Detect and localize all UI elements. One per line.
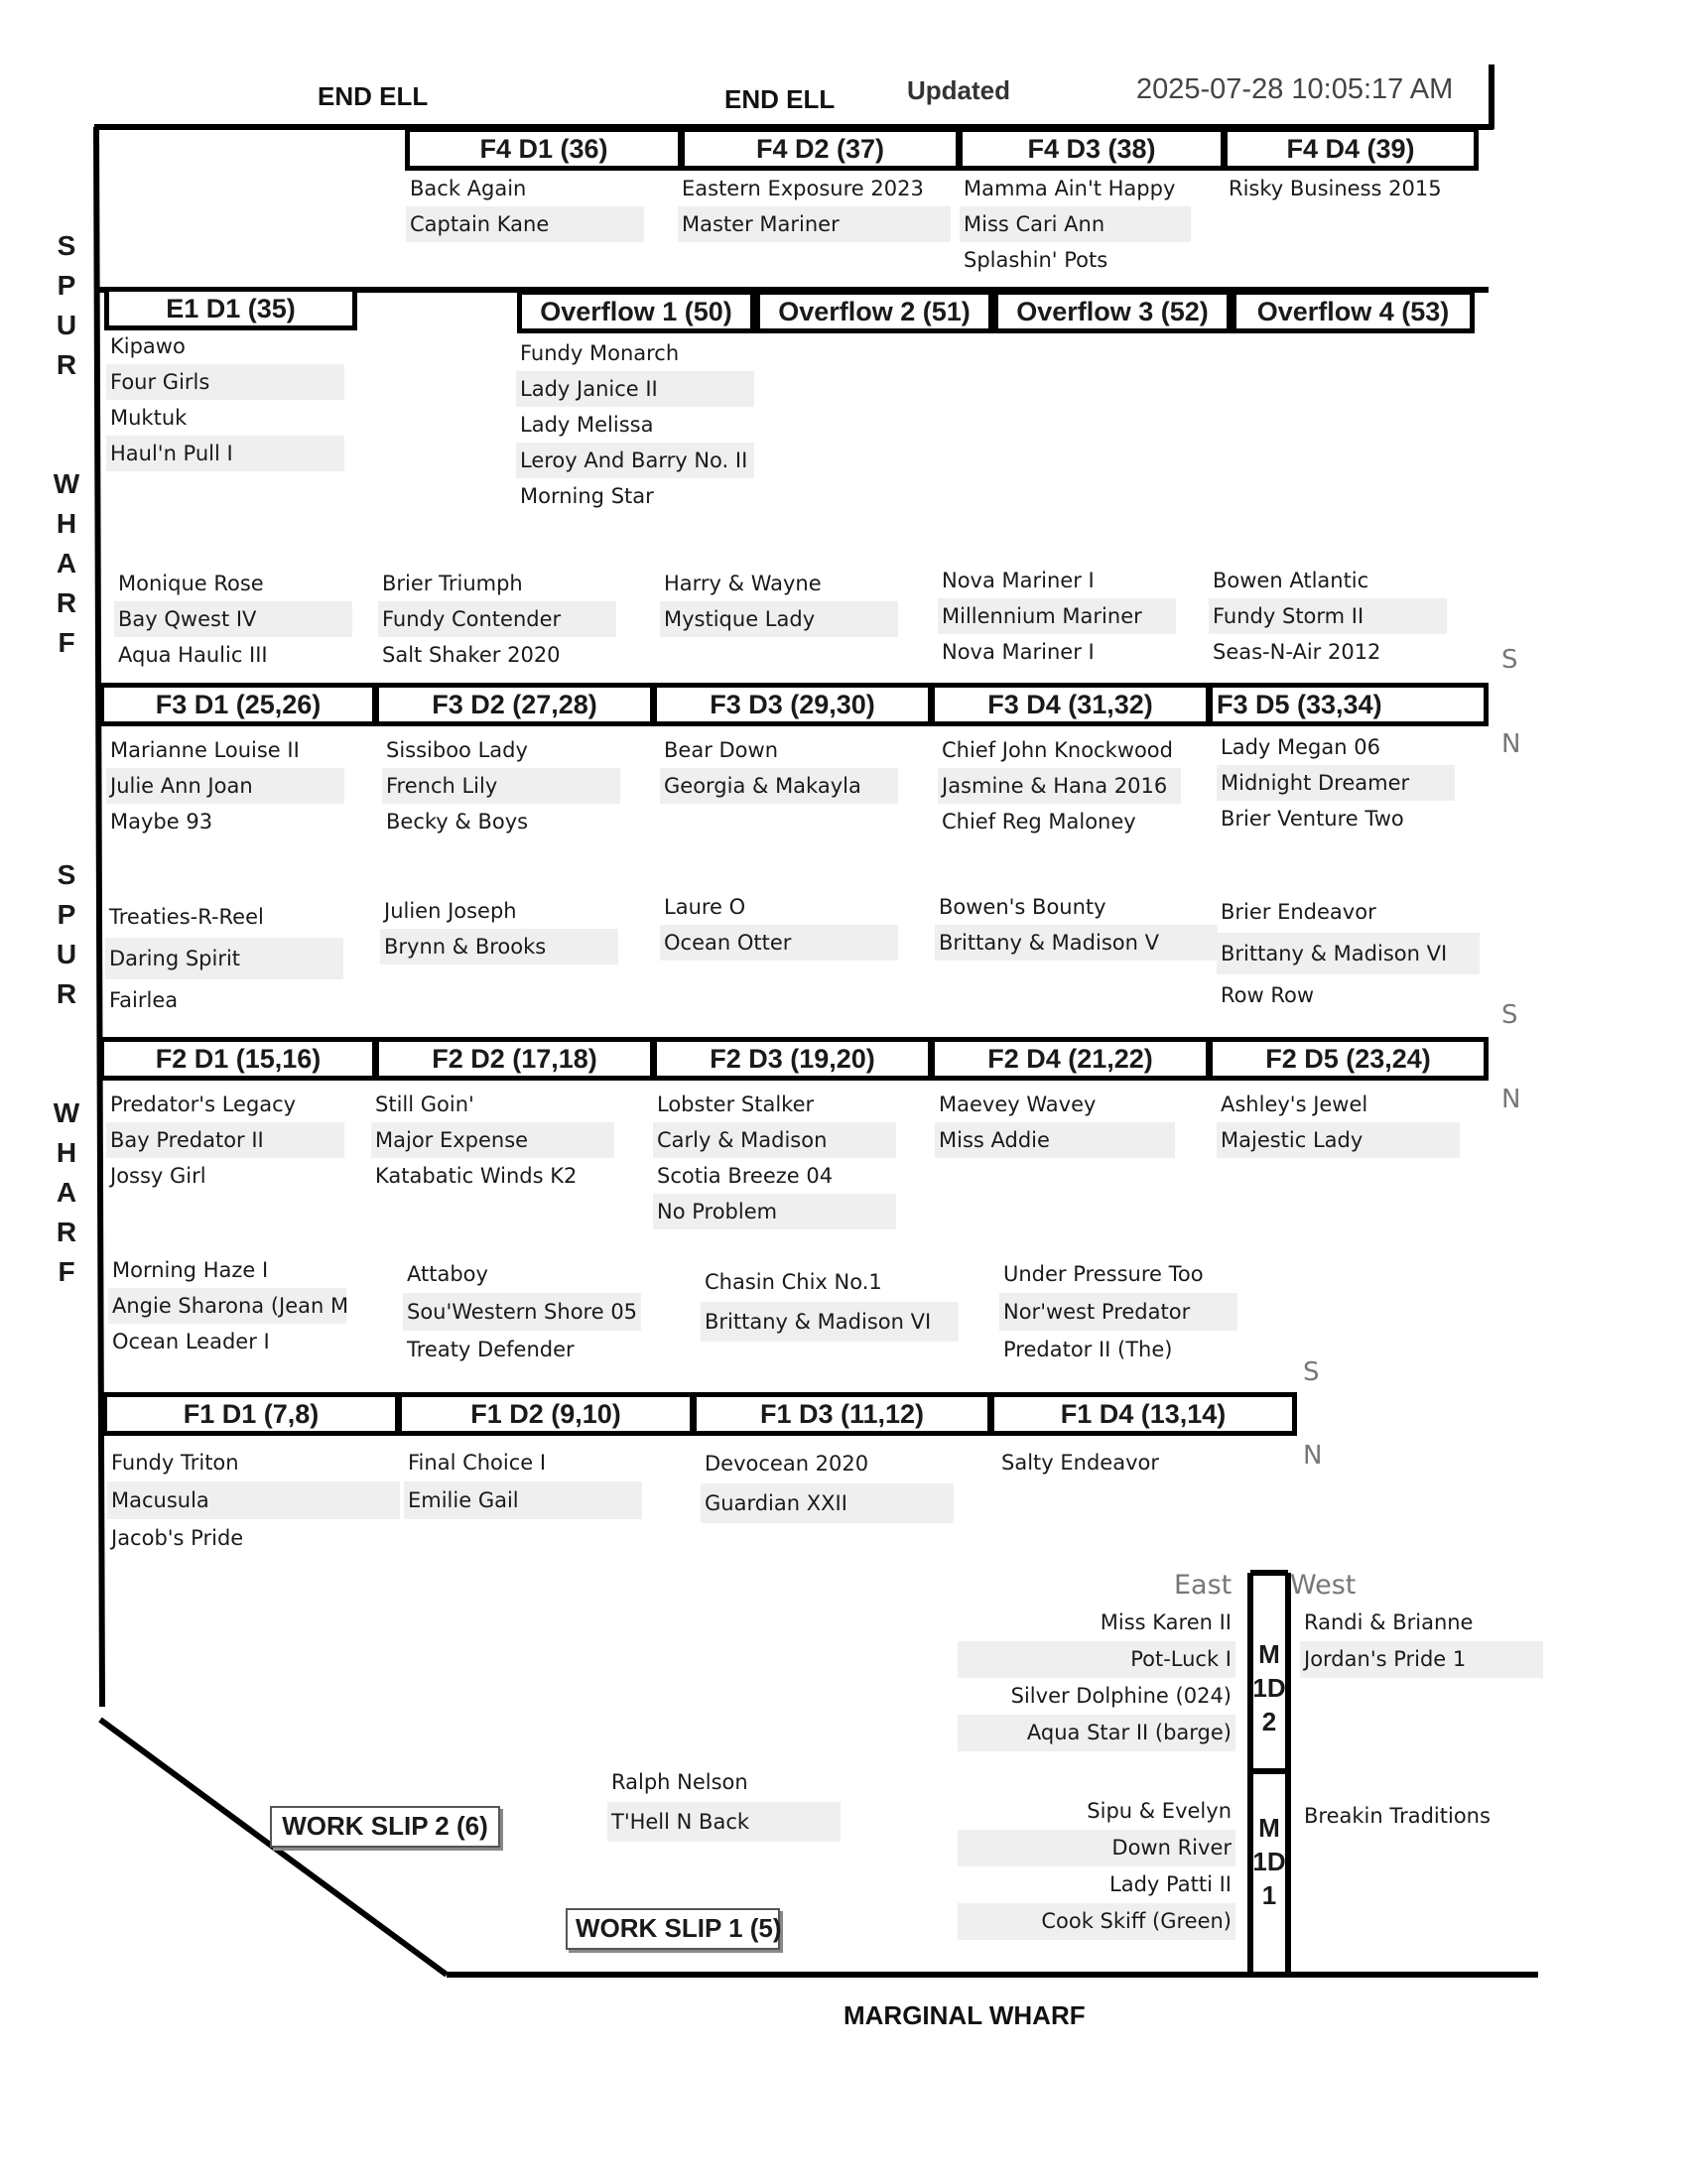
boat-slot[interactable]: Midnight Dreamer [1217, 765, 1455, 801]
boat-slot[interactable]: Splashin' Pots [964, 248, 1108, 272]
boat-slot[interactable]: Harry & Wayne [664, 572, 822, 595]
boat-slot[interactable]: Emilie Gail [404, 1481, 642, 1519]
boat-slot[interactable]: Bay Qwest IV [114, 601, 352, 637]
boat-slot[interactable]: Final Choice I [408, 1451, 547, 1475]
boat-slot[interactable]: Risky Business 2015 [1229, 177, 1442, 200]
f4-d4-boats [1225, 171, 1463, 206]
f2-d2-south-boats [371, 1087, 614, 1194]
dock-f3-d2[interactable]: F3 D2 (27,28) [374, 683, 655, 726]
compass-north-f2: N [1501, 1085, 1521, 1114]
boat-slot[interactable]: Master Mariner [678, 206, 951, 242]
boat-slot[interactable]: Angie Sharona (Jean M [108, 1288, 346, 1324]
boat-slot[interactable]: Down River [958, 1830, 1235, 1866]
dock-f3-d4[interactable]: F3 D4 (31,32) [930, 683, 1211, 726]
f2-d3-south-boats [653, 1087, 896, 1229]
boat-slot[interactable]: Attaboy [407, 1262, 488, 1286]
boat-slot[interactable]: No Problem [653, 1194, 896, 1229]
dock-f1-d2[interactable]: F1 D2 (9,10) [397, 1392, 695, 1436]
f3-d4-south-boats [938, 732, 1181, 839]
f3-d2-south-boats [382, 732, 620, 839]
boat-slot[interactable]: Aqua Haulic III [118, 643, 268, 667]
boat-slot[interactable]: Ashley's Jewel [1221, 1092, 1368, 1116]
boat-slot[interactable]: Salty Endeavor [1001, 1451, 1159, 1475]
f1-d3-south-boats [701, 1444, 954, 1523]
f3-d4-north-boats [938, 563, 1176, 670]
m1-d1-west-boats [1300, 1798, 1543, 1835]
boat-slot[interactable]: Jordan's Pride 1 [1300, 1641, 1543, 1678]
boat-slot[interactable]: Bay Predator II [106, 1122, 344, 1158]
dock-f1-d1[interactable]: F1 D1 (7,8) [102, 1392, 400, 1436]
f2-d5-south-boats [1217, 1087, 1460, 1158]
boat-slot[interactable]: Ocean Otter [660, 925, 898, 961]
boat-slot[interactable]: Becky & Boys [386, 810, 529, 834]
boat-slot[interactable]: Muktuk [110, 406, 188, 430]
f4-d1-boats [406, 171, 644, 242]
f3-d3-north-boats [660, 566, 898, 637]
marginal-wharf-label: MARGINAL WHARF [844, 2000, 1086, 2030]
dock-overflow-1[interactable]: Overflow 1 (50) [517, 290, 755, 333]
boat-slot[interactable]: Seas-N-Air 2012 [1213, 640, 1381, 664]
work-slip-1[interactable]: WORK SLIP 1 (5) [566, 1908, 780, 1950]
m1-d2-west-boats [1300, 1605, 1543, 1678]
boat-slot[interactable]: Carly & Madison [653, 1122, 896, 1158]
dock-f4-d1[interactable]: F4 D1 (36) [405, 127, 683, 171]
m1-d2-east-boats [958, 1605, 1235, 1751]
west-label: West [1290, 1570, 1357, 1601]
dock-f2-d1[interactable]: F2 D1 (15,16) [99, 1037, 377, 1081]
boat-slot[interactable]: Brier Venture Two [1221, 807, 1404, 831]
dock-overflow-4[interactable]: Overflow 4 (53) [1232, 290, 1475, 333]
boat-slot[interactable]: Scotia Breeze 04 [657, 1164, 834, 1188]
f1-d4-south-boats [997, 1444, 1235, 1481]
dock-e1-d1[interactable]: E1 D1 (35) [104, 287, 357, 330]
boat-slot[interactable]: Devocean 2020 [705, 1452, 869, 1476]
dock-f1-d3[interactable]: F1 D3 (11,12) [692, 1392, 992, 1436]
boat-slot[interactable]: Lady Megan 06 [1221, 735, 1380, 759]
boat-slot[interactable]: Nor'west Predator [999, 1293, 1237, 1331]
f3-d1-north-boats [114, 566, 352, 673]
boat-slot[interactable]: Lobster Stalker [657, 1092, 815, 1116]
boat-slot[interactable]: Mystique Lady [660, 601, 898, 637]
f3-d2-north-boats [378, 566, 616, 673]
dock-f1-d4[interactable]: F1 D4 (13,14) [989, 1392, 1297, 1436]
f4-d3-boats [960, 171, 1191, 278]
f1-d3-north-boats [701, 1262, 959, 1342]
boat-slot[interactable]: Bear Down [664, 738, 779, 762]
spur-wharf-line [96, 127, 102, 1707]
boat-slot[interactable]: Eastern Exposure 2023 [682, 177, 924, 200]
f2-d2-north-boats [380, 893, 618, 964]
boat-slot[interactable]: Fundy Monarch [520, 341, 680, 365]
boat-slot[interactable]: Treaty Defender [407, 1338, 575, 1361]
boat-slot[interactable]: Fundy Contender [378, 601, 616, 637]
boat-slot[interactable]: Maevey Wavey [939, 1092, 1097, 1116]
boat-slot[interactable]: Fundy Storm II [1209, 598, 1447, 634]
boat-slot[interactable]: Ralph Nelson [611, 1770, 748, 1794]
dock-f4-d4[interactable]: F4 D4 (39) [1223, 127, 1479, 171]
boat-slot[interactable]: Jasmine & Hana 2016 [938, 768, 1181, 804]
boat-slot[interactable]: Macusula [107, 1481, 400, 1519]
boat-slot[interactable]: Brittany & Madison VI [701, 1302, 959, 1342]
boat-slot[interactable]: Bowen's Bounty [939, 895, 1106, 919]
boat-slot[interactable]: Still Goin' [375, 1092, 474, 1116]
f1-d2-north-boats [403, 1255, 641, 1368]
f2-d1-north-boats [105, 896, 343, 1021]
boat-slot[interactable]: Fairlea [109, 988, 179, 1012]
boat-slot[interactable]: Bowen Atlantic [1213, 569, 1369, 592]
boat-slot[interactable]: Predator II (The) [1003, 1338, 1173, 1361]
boat-slot[interactable]: Brier Triumph [382, 572, 523, 595]
dock-overflow-3[interactable]: Overflow 3 (52) [993, 290, 1232, 333]
boat-slot[interactable]: Julie Ann Joan [106, 768, 344, 804]
boat-slot[interactable]: Mamma Ain't Happy [964, 177, 1176, 200]
east-label: East [1174, 1570, 1233, 1601]
boat-slot[interactable]: Brittany & Madison VI [1217, 933, 1480, 974]
boat-slot[interactable]: Sou'Western Shore 05 [403, 1293, 641, 1331]
boat-slot[interactable]: Brier Endeavor [1221, 900, 1376, 924]
boat-slot[interactable]: Majestic Lady [1217, 1122, 1460, 1158]
boat-slot[interactable]: Miss Cari Ann [960, 206, 1191, 242]
boat-slot[interactable]: Maybe 93 [110, 810, 213, 834]
boat-slot[interactable]: Row Row [1221, 983, 1315, 1007]
boat-slot[interactable]: Katabatic Winds K2 [375, 1164, 578, 1188]
boat-slot[interactable]: Haul'n Pull I [106, 436, 344, 471]
dock-f4-d2[interactable]: F4 D2 (37) [680, 127, 961, 171]
f1-d1-north-boats [108, 1252, 349, 1359]
boat-slot[interactable]: Lady Patti II [1109, 1872, 1232, 1896]
dock-f2-d3[interactable]: F2 D3 (19,20) [652, 1037, 933, 1081]
updated-label: Updated [907, 75, 1010, 105]
f2-d4-north-boats [935, 889, 1218, 961]
boat-slot[interactable]: Sipu & Evelyn [1087, 1799, 1232, 1823]
compass-north-f1: N [1303, 1441, 1323, 1471]
boat-slot[interactable]: Jacob's Pride [111, 1526, 244, 1550]
boat-slot[interactable]: Aqua Star II (barge) [958, 1715, 1235, 1751]
boat-slot[interactable]: Laure O [664, 895, 746, 919]
f4-d2-boats [678, 171, 951, 242]
boat-slot[interactable]: Jossy Girl [110, 1164, 206, 1188]
boat-slot[interactable]: Chief Reg Maloney [942, 810, 1136, 834]
dock-m1-d2[interactable]: M 1D 2 [1252, 1639, 1286, 1736]
boat-slot[interactable]: Ocean Leader I [112, 1330, 270, 1353]
boat-slot[interactable]: Captain Kane [406, 206, 644, 242]
boat-slot[interactable]: T'Hell N Back [607, 1802, 841, 1842]
boat-slot[interactable]: Miss Addie [935, 1122, 1175, 1158]
work-slip-2[interactable]: WORK SLIP 2 (6) [270, 1806, 500, 1848]
spur-wharf-lower-label: S P U R W H A R F [53, 859, 80, 1287]
boat-slot[interactable]: Randi & Brianne [1304, 1610, 1474, 1634]
f3-d1-south-boats [106, 732, 344, 839]
boat-slot[interactable]: Leroy And Barry No. II [516, 443, 754, 478]
boat-slot[interactable]: Breakin Traditions [1304, 1804, 1491, 1828]
boat-slot[interactable]: Silver Dolphine (024) [1010, 1684, 1232, 1708]
overflow-boats [516, 335, 754, 514]
boat-slot[interactable]: Morning Star [520, 484, 654, 508]
boat-slot[interactable]: Lady Melissa [520, 413, 654, 437]
boat-slot[interactable]: Treaties-R-Reel [109, 905, 264, 929]
work-slip-boats [607, 1762, 841, 1842]
dock-f2-d5[interactable]: F2 D5 (23,24) [1208, 1037, 1489, 1081]
boat-slot[interactable]: Kipawo [110, 334, 186, 358]
f2-d3-north-boats [660, 889, 898, 961]
f3-d5-south-boats [1217, 729, 1455, 836]
m1-d1-east-boats [958, 1793, 1235, 1940]
f3-d3-south-boats [660, 732, 898, 804]
boat-slot[interactable]: Monique Rose [118, 572, 264, 595]
boat-slot[interactable]: Lady Janice II [516, 371, 754, 407]
boat-slot[interactable]: Brynn & Brooks [380, 929, 618, 964]
end-ell-left-label: END ELL [318, 81, 429, 111]
dock-f2-d2[interactable]: F2 D2 (17,18) [374, 1037, 655, 1081]
f1-d2-south-boats [404, 1444, 642, 1519]
dock-f4-d3[interactable]: F4 D3 (38) [958, 127, 1226, 171]
dock-f3-d3[interactable]: F3 D3 (29,30) [652, 683, 933, 726]
boat-slot[interactable]: Under Pressure Too [1003, 1262, 1204, 1286]
boat-slot[interactable]: Julien Joseph [384, 899, 517, 923]
boat-slot[interactable]: Four Girls [106, 364, 344, 400]
dock-f3-d1[interactable]: F3 D1 (25,26) [99, 683, 377, 726]
boat-slot[interactable]: Cook Skiff (Green) [958, 1903, 1235, 1940]
boat-slot[interactable]: Sissiboo Lady [386, 738, 528, 762]
dock-f3-d5[interactable]: F3 D5 (33,34) [1208, 683, 1489, 726]
boat-slot[interactable]: Chief John Knockwood [942, 738, 1173, 762]
e1-d1-boats [106, 328, 344, 471]
boat-slot[interactable]: Millennium Mariner [938, 598, 1176, 634]
boat-slot[interactable]: Fundy Triton [111, 1451, 239, 1475]
boat-slot[interactable]: Marianne Louise II [110, 738, 300, 762]
f1-d1-south-boats [107, 1444, 400, 1557]
boat-slot[interactable]: Salt Shaker 2020 [382, 643, 561, 667]
boat-slot[interactable]: Miss Karen II [1100, 1610, 1232, 1634]
f1-d4-north-boats [999, 1255, 1237, 1368]
dock-overflow-2[interactable]: Overflow 2 (51) [755, 290, 993, 333]
boat-slot[interactable]: Back Again [410, 177, 527, 200]
dock-f2-d4[interactable]: F2 D4 (21,22) [930, 1037, 1211, 1081]
boat-slot[interactable]: Major Expense [371, 1122, 614, 1158]
boat-slot[interactable]: Pot-Luck I [958, 1641, 1235, 1678]
f2-d5-north-boats [1217, 891, 1480, 1016]
updated-timestamp: 2025-07-28 10:05:17 AM [1136, 73, 1454, 105]
boat-slot[interactable]: Morning Haze I [112, 1258, 269, 1282]
compass-south-f3: S [1501, 645, 1518, 675]
boat-slot[interactable]: Nova Mariner I [942, 569, 1095, 592]
spur-wharf-upper-label: S P U R W H A R F [53, 230, 80, 658]
boat-slot[interactable]: Daring Spirit [105, 938, 343, 979]
compass-north-f3: N [1501, 729, 1521, 759]
boat-slot[interactable]: French Lily [382, 768, 620, 804]
boat-slot[interactable]: Predator's Legacy [110, 1092, 297, 1116]
boat-slot[interactable]: Guardian XXII [701, 1483, 954, 1523]
boat-slot[interactable]: Chasin Chix No.1 [705, 1270, 882, 1294]
boat-slot[interactable]: Brittany & Madison V [935, 925, 1218, 961]
dock-m1-d1[interactable]: M 1D 1 [1252, 1813, 1286, 1910]
f2-d4-south-boats [935, 1087, 1175, 1158]
compass-south-f1: S [1303, 1357, 1320, 1387]
f3-d5-north-boats [1209, 563, 1447, 670]
compass-south-f2: S [1501, 1000, 1518, 1030]
end-ell-right-label: END ELL [724, 84, 836, 114]
f2-d1-south-boats [106, 1087, 344, 1194]
boat-slot[interactable]: Nova Mariner I [942, 640, 1095, 664]
boat-slot[interactable]: Georgia & Makayla [660, 768, 898, 804]
